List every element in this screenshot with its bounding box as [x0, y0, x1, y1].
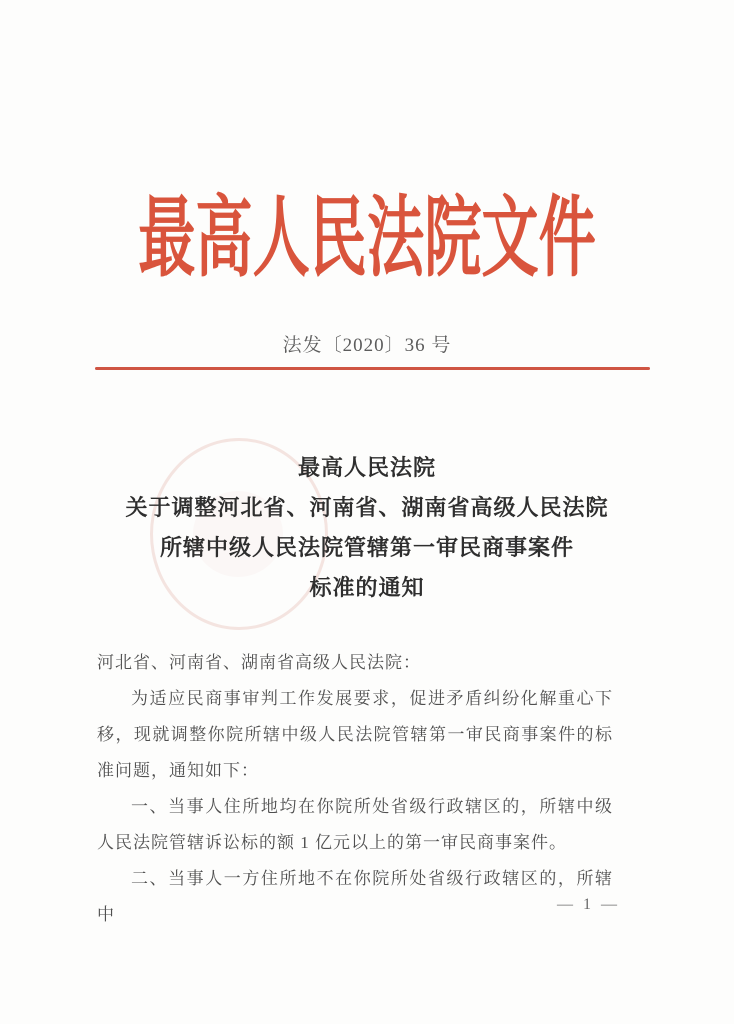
body-paragraph-2: 一、当事人住所地均在你院所处省级行政辖区的，所辖中级人民法院管辖诉讼标的额 1 亿元以上的第一审民商事案件。 — [97, 797, 613, 852]
notice-title-line-3: 所辖中级人民法院管辖第一审民商事案件 — [159, 535, 574, 560]
body-paragraph-1: 为适应民商事审判工作发展要求，促进矛盾纠纷化解重心下移，现就调整你院所辖中级人民法院管辖第一审民商事案件的标准问题，通知如下： — [97, 689, 613, 780]
salutation: 河北省、河南省、湖南省高级人民法院： — [97, 653, 421, 672]
document-body — [97, 645, 613, 933]
notice-title-line-2: 关于调整河北省、河南省、湖南省高级人民法院 — [125, 495, 609, 520]
body-paragraph-3: 二、当事人一方住所地不在你院所处省级行政辖区的，所辖中 — [97, 869, 613, 924]
red-separator-line — [95, 367, 650, 370]
notice-title-line-1: 最高人民法院 — [297, 455, 436, 480]
notice-title — [0, 448, 734, 608]
document-banner-title: 最高人民法院文件 — [138, 191, 596, 288]
document-number: 法发〔2020〕36 号 — [282, 335, 452, 356]
page-number: — 1 — — [557, 896, 620, 913]
notice-title-line-4: 标准的通知 — [309, 575, 425, 600]
